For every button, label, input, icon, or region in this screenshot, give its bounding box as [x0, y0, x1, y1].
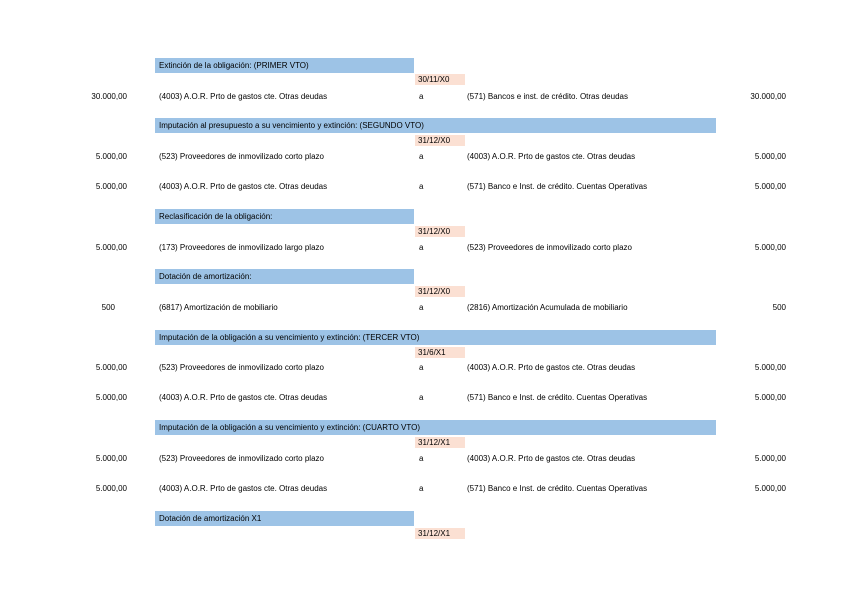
connector: a — [419, 243, 424, 252]
debit-account: (4003) A.O.R. Prto de gastos cte. Otras deudas — [159, 92, 328, 101]
entry-date: 31/12/X0 — [415, 286, 465, 297]
credit-account: (571) Bancos e inst. de crédito. Otras deudas — [467, 92, 628, 101]
debit-account: (523) Proveedores de inmovilizado corto plazo — [159, 454, 324, 463]
connector: a — [419, 393, 424, 402]
debit-account: (6817) Amortización de mobiliario — [159, 303, 278, 312]
debit-amount: 5.000,00 — [95, 363, 127, 372]
credit-amount: 5.000,00 — [754, 243, 786, 252]
connector: a — [419, 303, 424, 312]
debit-amount: 5.000,00 — [95, 182, 127, 191]
credit-amount: 30.000,00 — [750, 92, 786, 101]
credit-amount: 500 — [772, 303, 786, 312]
connector: a — [419, 363, 424, 372]
debit-amount: 5.000,00 — [95, 454, 127, 463]
credit-account: (571) Banco e Inst. de crédito. Cuentas Operativas — [467, 182, 648, 191]
credit-amount: 5.000,00 — [754, 363, 786, 372]
credit-amount: 5.000,00 — [754, 152, 786, 161]
debit-account: (173) Proveedores de inmovilizado largo plazo — [159, 243, 324, 252]
section-header: Imputación de la obligación a su vencimiento y extinción: (CUARTO VTO) — [155, 420, 716, 435]
entry-date: 31/12/X0 — [415, 135, 465, 146]
credit-account: (523) Proveedores de inmovilizado corto plazo — [467, 243, 632, 252]
entry-date: 31/6/X1 — [415, 347, 465, 358]
credit-account: (571) Banco e Inst. de crédito. Cuentas Operativas — [467, 484, 648, 493]
entry-date: 31/12/X0 — [415, 226, 465, 237]
credit-amount: 5.000,00 — [754, 484, 786, 493]
debit-amount: 5.000,00 — [95, 152, 127, 161]
debit-amount: 5.000,00 — [95, 243, 127, 252]
section-header: Dotación de amortización X1 — [155, 511, 414, 526]
section-header: Dotación de amortización: — [155, 269, 414, 284]
debit-amount: 5.000,00 — [95, 393, 127, 402]
connector: a — [419, 152, 424, 161]
credit-account: (571) Banco e Inst. de crédito. Cuentas Operativas — [467, 393, 648, 402]
connector: a — [419, 454, 424, 463]
section-header: Extinción de la obligación: (PRIMER VTO) — [155, 58, 414, 73]
credit-account: (4003) A.O.R. Prto de gastos cte. Otras deudas — [467, 363, 636, 372]
entry-date: 30/11/X0 — [415, 74, 465, 85]
connector: a — [419, 92, 424, 101]
debit-account: (4003) A.O.R. Prto de gastos cte. Otras deudas — [159, 484, 328, 493]
debit-account: (4003) A.O.R. Prto de gastos cte. Otras deudas — [159, 393, 328, 402]
credit-amount: 5.000,00 — [754, 454, 786, 463]
section-header: Reclasificación de la obligación: — [155, 209, 414, 224]
entry-date: 31/12/X1 — [415, 528, 465, 539]
connector: a — [419, 484, 424, 493]
credit-account: (2816) Amortización Acumulada de mobiliario — [467, 303, 628, 312]
credit-account: (4003) A.O.R. Prto de gastos cte. Otras deudas — [467, 454, 636, 463]
entry-date: 31/12/X1 — [415, 437, 465, 448]
connector: a — [419, 182, 424, 191]
section-header: Imputación de la obligación a su vencimiento y extinción: (TERCER VTO) — [155, 330, 716, 345]
credit-amount: 5.000,00 — [754, 182, 786, 191]
credit-amount: 5.000,00 — [754, 393, 786, 402]
debit-account: (523) Proveedores de inmovilizado corto plazo — [159, 152, 324, 161]
section-header: Imputación al presupuesto a su vencimiento y extinción: (SEGUNDO VTO) — [155, 118, 716, 133]
credit-account: (4003) A.O.R. Prto de gastos cte. Otras deudas — [467, 152, 636, 161]
debit-amount: 500 — [101, 303, 115, 312]
debit-amount: 5.000,00 — [95, 484, 127, 493]
debit-amount: 30.000,00 — [91, 92, 127, 101]
debit-account: (523) Proveedores de inmovilizado corto plazo — [159, 363, 324, 372]
debit-account: (4003) A.O.R. Prto de gastos cte. Otras deudas — [159, 182, 328, 191]
